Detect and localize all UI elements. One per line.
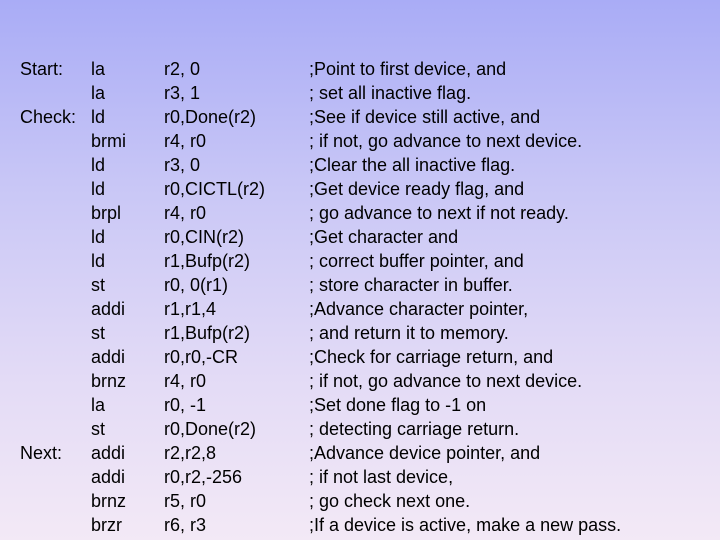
comment-cell: ;If a device is active, make a new pass. — [309, 515, 622, 535]
operands-cell: r0,CICTL(r2) — [164, 179, 266, 199]
opcode-cell: addi — [91, 443, 126, 463]
code-line-5 — [0, 153, 720, 177]
opcode-cell: la — [91, 59, 106, 79]
operands-cell: r0, 0(r1) — [164, 275, 229, 295]
comment-cell: ; if not last device, — [309, 467, 454, 487]
operands-cell: r2, 0 — [164, 59, 201, 79]
operands-cell: r3, 0 — [164, 155, 201, 175]
opcode-cell: addi — [91, 299, 126, 319]
code-line-3 — [0, 105, 720, 129]
opcode-cell: st — [91, 323, 106, 343]
operands-cell: r4, r0 — [164, 371, 207, 391]
operands-cell: r1,r1,4 — [164, 299, 217, 319]
opcode-cell: la — [91, 395, 106, 415]
operands-cell: r0,Done(r2) — [164, 419, 257, 439]
comment-cell: ;Clear the all inactive flag. — [309, 155, 516, 175]
operands-cell: r4, r0 — [164, 203, 207, 223]
operands-cell: r0,r0,-CR — [164, 347, 239, 367]
code-line-12 — [0, 321, 720, 345]
opcode-cell: brnz — [91, 371, 127, 391]
comment-cell: ;See if device still active, and — [309, 107, 541, 127]
comment-cell: ; go check next one. — [309, 491, 471, 511]
opcode-cell: ld — [91, 179, 106, 199]
code-line-11 — [0, 297, 720, 321]
comment-cell: ; set all inactive flag. — [309, 83, 472, 103]
code-line-8 — [0, 225, 720, 249]
operands-cell: r3, 1 — [164, 83, 201, 103]
comment-cell: ;Get character and — [309, 227, 459, 247]
comment-cell: ; if not, go advance to next device. — [309, 131, 583, 151]
opcode-cell: brpl — [91, 203, 122, 223]
opcode-cell: addi — [91, 347, 126, 367]
opcode-cell: brzr — [91, 515, 122, 535]
label-cell: Next: — [20, 443, 63, 463]
comment-cell: ;Advance device pointer, and — [309, 443, 541, 463]
code-line-17 — [0, 441, 720, 465]
comment-cell: ; correct buffer pointer, and — [309, 251, 524, 271]
comment-cell: ; detecting carriage return. — [309, 419, 520, 439]
opcode-cell: ld — [91, 251, 106, 271]
code-line-16 — [0, 417, 720, 441]
operands-cell: r0, -1 — [164, 395, 207, 415]
operands-cell: r0,CIN(r2) — [164, 227, 244, 247]
code-line-18 — [0, 465, 720, 489]
code-line-6 — [0, 177, 720, 201]
opcode-cell: la — [91, 83, 106, 103]
comment-cell: ;Point to first device, and — [309, 59, 507, 79]
code-line-4 — [0, 129, 720, 153]
operands-cell: r1,Bufp(r2) — [164, 251, 251, 271]
opcode-cell: addi — [91, 467, 126, 487]
comment-cell: ; store character in buffer. — [309, 275, 513, 295]
opcode-cell: st — [91, 275, 106, 295]
code-line-19 — [0, 489, 720, 513]
comment-cell: ; and return it to memory. — [309, 323, 509, 343]
opcode-cell: brnz — [91, 491, 127, 511]
comment-cell: ;Get device ready flag, and — [309, 179, 525, 199]
code-line-7 — [0, 201, 720, 225]
label-cell: Check: — [20, 107, 77, 127]
assembly-listing — [0, 57, 720, 537]
code-line-14 — [0, 369, 720, 393]
code-line-10 — [0, 273, 720, 297]
operands-cell: r5, r0 — [164, 491, 207, 511]
operands-cell: r0,r2,-256 — [164, 467, 243, 487]
opcode-cell: brmi — [91, 131, 126, 151]
comment-cell: ;Set done flag to -1 on — [309, 395, 487, 415]
comment-cell: ;Check for carriage return, and — [309, 347, 554, 367]
code-line-1 — [0, 57, 720, 81]
operands-cell: r6, r3 — [164, 515, 207, 535]
operands-cell: r4, r0 — [164, 131, 207, 151]
comment-cell: ; go advance to next if not ready. — [309, 203, 569, 223]
comment-cell: ; if not, go advance to next device. — [309, 371, 583, 391]
operands-cell: r1,Bufp(r2) — [164, 323, 251, 343]
code-line-9 — [0, 249, 720, 273]
label-cell: Start: — [20, 59, 64, 79]
operands-cell: r0,Done(r2) — [164, 107, 257, 127]
opcode-cell: ld — [91, 107, 106, 127]
comment-cell: ;Advance character pointer, — [309, 299, 529, 319]
code-line-15 — [0, 393, 720, 417]
code-line-13 — [0, 345, 720, 369]
code-line-2 — [0, 81, 720, 105]
opcode-cell: st — [91, 419, 106, 439]
opcode-cell: ld — [91, 227, 106, 247]
operands-cell: r2,r2,8 — [164, 443, 217, 463]
code-line-20 — [0, 513, 720, 537]
opcode-cell: ld — [91, 155, 106, 175]
